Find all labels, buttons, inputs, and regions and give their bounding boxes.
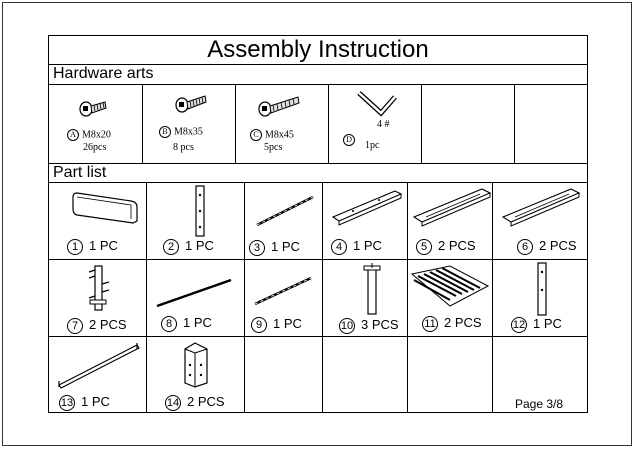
hardware-letter	[343, 134, 358, 146]
page-number-cell	[493, 337, 587, 413]
side-rail-icon	[501, 185, 581, 227]
part-caption: 6 2 PCS	[517, 238, 577, 255]
vertical-post-icon	[535, 262, 549, 316]
letter-badge: C	[250, 129, 262, 141]
letter-badge: B	[159, 126, 171, 138]
corner-block-icon	[181, 341, 211, 389]
part-cell	[49, 337, 147, 413]
hardware-code: A M8x20	[67, 129, 111, 141]
letter-badge: A	[67, 129, 79, 141]
instruction-sheet	[48, 35, 588, 413]
part-cell-empty	[245, 337, 323, 413]
part-cell	[245, 183, 323, 259]
long-rail-icon	[55, 341, 141, 389]
part-caption: 11 2 PCS	[422, 315, 482, 332]
part-cell	[147, 260, 245, 336]
hardware-cell-d	[329, 85, 422, 163]
part-caption: 1 1 PC	[67, 238, 118, 255]
side-rail-icon	[331, 187, 403, 227]
rod-icon	[155, 278, 235, 308]
rod-icon	[253, 276, 315, 306]
hardware-cell-a	[49, 85, 143, 163]
part-cell	[408, 183, 493, 259]
bolt-short-icon	[79, 99, 119, 129]
part-cell	[245, 260, 323, 336]
parts-row-2	[49, 260, 587, 336]
page-title: Assembly Instruction	[49, 36, 587, 65]
parts-row-3	[49, 337, 587, 413]
part-cell	[493, 183, 587, 259]
hardware-section-label: Hardware arts	[53, 65, 154, 82]
headboard-panel-icon	[71, 191, 141, 227]
hardware-qty: 1pc	[365, 140, 380, 151]
part-caption: 2 1 PC	[163, 238, 214, 255]
part-caption: 14 2 PCS	[166, 394, 225, 409]
part-caption: 12 1 PC	[512, 316, 562, 331]
part-cell	[49, 183, 147, 259]
hardware-qty: 8 pcs	[173, 142, 194, 153]
slat-frame-icon	[410, 264, 490, 308]
divider	[49, 163, 587, 164]
part-cell	[147, 183, 245, 259]
bracket-post-icon	[87, 264, 111, 312]
part-caption: 4 1 PC	[331, 238, 382, 255]
hardware-cell-b	[143, 85, 236, 163]
part-cell-empty	[408, 337, 493, 413]
hardware-code: B M8x35	[159, 126, 203, 138]
bolt-long-icon	[258, 95, 308, 125]
hardware-cell-empty	[422, 85, 515, 163]
part-caption: 13 1 PC	[60, 394, 110, 409]
part-cell	[323, 183, 408, 259]
hardware-code: C M8x45	[250, 129, 294, 141]
diagonal-rod-icon	[255, 195, 317, 227]
part-caption: 7 2 PCS	[67, 317, 127, 334]
part-cell	[49, 260, 147, 336]
part-cell	[323, 260, 408, 336]
part-caption: 10 3 PCS	[340, 317, 399, 332]
hardware-code: 4 #	[377, 119, 390, 130]
page-number: Page 3/8	[515, 397, 564, 411]
part-caption: 5 2 PCS	[416, 238, 476, 255]
part-caption: 3 1 PC	[249, 239, 300, 256]
part-cell	[147, 337, 245, 413]
vertical-post-icon	[193, 185, 207, 237]
part-cell-empty	[323, 337, 408, 413]
part-cell	[493, 260, 587, 336]
hardware-cell-c	[236, 85, 329, 163]
part-caption: 9 1 PC	[251, 316, 302, 333]
parts-row-1	[49, 183, 587, 259]
bolt-medium-icon	[175, 95, 215, 125]
allen-key-icon	[351, 89, 401, 129]
parts-section-label: Part list	[53, 164, 107, 181]
hardware-cell-empty	[515, 85, 587, 163]
leg-post-icon	[361, 262, 383, 316]
letter-badge: D	[343, 134, 355, 146]
hardware-qty: 26pcs	[83, 142, 107, 153]
part-caption: 8 1 PC	[161, 315, 212, 332]
hardware-row	[49, 85, 587, 163]
hardware-qty: 5pcs	[264, 142, 283, 153]
side-rail-icon	[412, 185, 492, 227]
part-cell	[408, 260, 493, 336]
